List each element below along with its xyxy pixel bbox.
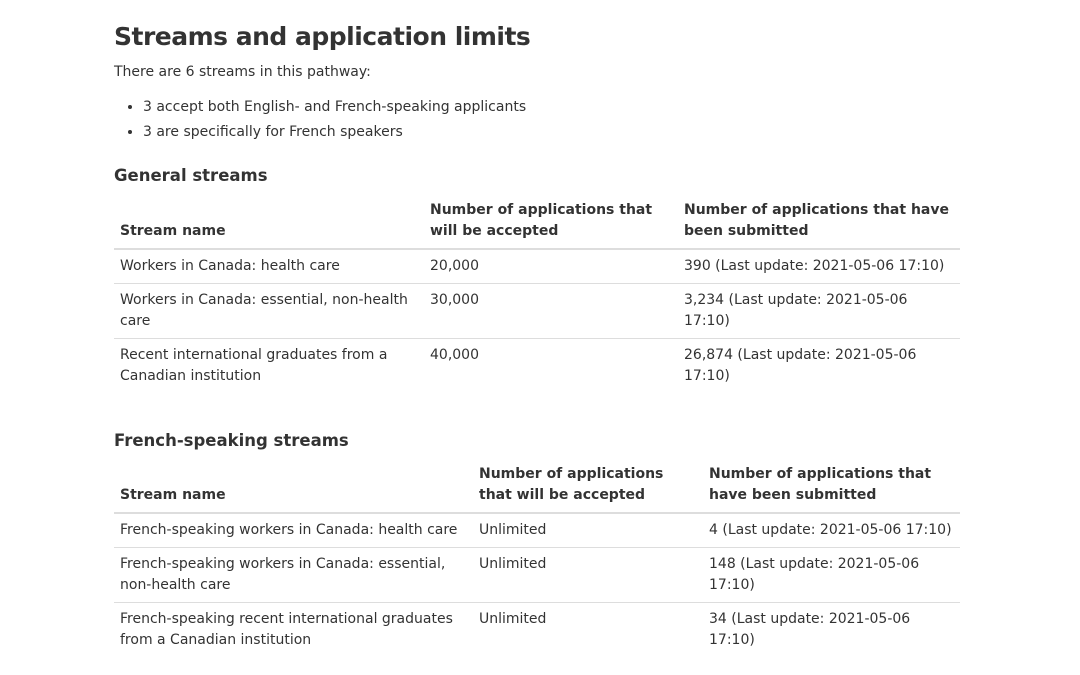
column-header-stream-name: Stream name bbox=[114, 200, 424, 249]
stream-name-cell: Workers in Canada: health care bbox=[120, 258, 340, 274]
accepted-cell: Unlimited bbox=[479, 522, 547, 538]
stream-name-cell: French-speaking recent international graduates from a Canadian institution bbox=[114, 603, 473, 658]
accepted-cell: Unlimited bbox=[473, 603, 703, 658]
accepted-cell: 20,000 bbox=[430, 258, 479, 274]
table-row bbox=[114, 548, 960, 603]
accepted-cell: 30,000 bbox=[424, 284, 678, 339]
list-item: • 3 accept both English- and French-speaking applicants bbox=[143, 95, 526, 120]
submitted-cell: 26,874 (Last update: 2021-05-06 17:10) bbox=[678, 339, 960, 394]
column-header-submitted: Number of applications that have been submitted bbox=[678, 200, 960, 249]
stream-name-cell: Workers in Canada: essential, non-health care bbox=[114, 284, 424, 339]
list-item: • 3 are specifically for French speakers bbox=[143, 120, 526, 145]
column-header-accepted: Number of applications that will be accepted bbox=[424, 200, 678, 249]
accepted-cell: Unlimited bbox=[473, 548, 703, 603]
submitted-cell: 390 (Last update: 2021-05-06 17:10) bbox=[684, 258, 945, 274]
accepted-cell: 40,000 bbox=[424, 339, 678, 394]
stream-summary-list bbox=[114, 95, 526, 145]
column-header-stream-name: Stream name bbox=[114, 464, 473, 513]
stream-name-cell: French-speaking workers in Canada: essential, non-health care bbox=[114, 548, 473, 603]
table-header-row bbox=[114, 200, 960, 249]
table-header-row bbox=[114, 464, 960, 513]
french-streams-table bbox=[114, 464, 960, 657]
stream-name-cell: Recent international graduates from a Canadian institution bbox=[114, 339, 424, 394]
column-header-submitted: Number of applications that have been submitted bbox=[703, 464, 960, 513]
submitted-cell: 4 (Last update: 2021-05-06 17:10) bbox=[709, 522, 952, 538]
submitted-cell: 3,234 (Last update: 2021-05-06 17:10) bbox=[678, 284, 960, 339]
stream-name-cell: French-speaking workers in Canada: health care bbox=[120, 522, 458, 538]
table-row bbox=[114, 339, 960, 394]
table-row bbox=[114, 513, 960, 548]
submitted-cell: 148 (Last update: 2021-05-06 17:10) bbox=[703, 548, 960, 603]
page-title: Streams and application limits bbox=[114, 22, 531, 51]
general-streams-heading: General streams bbox=[114, 166, 268, 185]
intro-text: There are 6 streams in this pathway: bbox=[114, 64, 371, 80]
table-row bbox=[114, 603, 960, 658]
column-header-accepted: Number of applications that will be accepted bbox=[473, 464, 703, 513]
general-streams-table bbox=[114, 200, 960, 393]
french-streams-heading: French-speaking streams bbox=[114, 431, 349, 450]
table-row bbox=[114, 284, 960, 339]
table-row bbox=[114, 249, 960, 284]
submitted-cell: 34 (Last update: 2021-05-06 17:10) bbox=[703, 603, 960, 658]
